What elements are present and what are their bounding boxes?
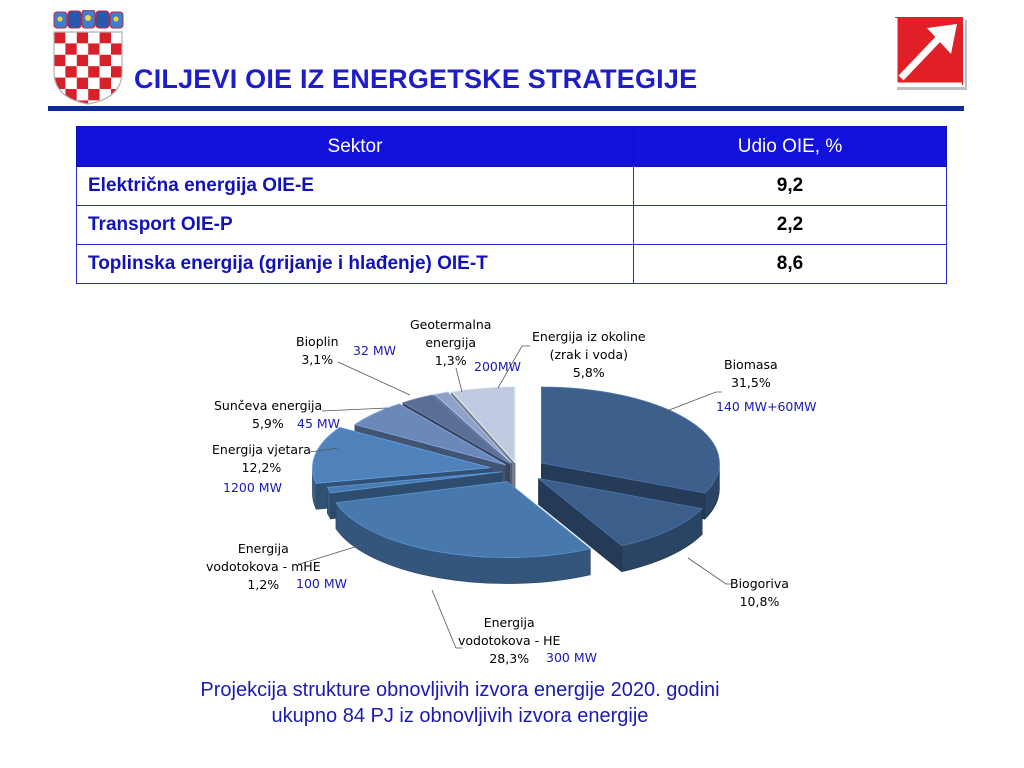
capacity-vjetar: 1200 MW [223, 480, 282, 495]
leader-line-6 [338, 362, 410, 395]
sector-cell: Toplinska energija (grijanje i hlađenje) OIE-T [77, 245, 634, 284]
leader-line-7 [456, 368, 462, 392]
capacity-okolina: 200MW [474, 359, 522, 374]
column-header-share: Udio OIE, % [634, 127, 947, 167]
sector-cell: Transport OIE-P [77, 206, 634, 245]
capacity-biomasa: 140 MW+60MW [716, 399, 817, 414]
page-title: CILJEVI OIE IZ ENERGETSKE STRATEGIJE [134, 64, 698, 94]
label-sunce: Sunčeva energija 5,9% [214, 398, 323, 431]
label-he: Energija vodotokova - HE 28,3% [458, 615, 561, 666]
share-cell: 2,2 [634, 206, 947, 245]
label-okolina: Energija iz okoline (zrak i voda) 5,8% [532, 329, 646, 380]
label-bioplin: Bioplin 3,1% [296, 334, 339, 367]
label-mhe: Energija vodotokova - mHE 1,2% [206, 541, 321, 592]
label-geotermalna: Geotermalna energija 1,3% [410, 317, 492, 368]
capacity-bioplin: 32 MW [353, 343, 397, 358]
capacity-sunce: 45 MW [297, 416, 341, 431]
capacity-mhe: 100 MW [296, 576, 347, 591]
leader-line-5 [322, 408, 388, 411]
capacity-he: 300 MW [546, 650, 597, 665]
leader-line-1 [688, 558, 732, 584]
chart-caption [140, 677, 780, 729]
leader-line-0 [664, 392, 722, 412]
sector-cell: Električna energija OIE-E [77, 167, 634, 206]
caption-line-1: Projekcija strukture obnovljivih izvora energije 2020. godini [200, 679, 720, 701]
label-biomasa: Biomasa 31,5% [724, 357, 778, 390]
label-biogoriva: Biogoriva 10,8% [730, 576, 789, 609]
column-header-sector: Sektor [77, 127, 634, 167]
share-cell: 8,6 [634, 245, 947, 284]
share-cell: 9,2 [634, 167, 947, 206]
caption-line-2: ukupno 84 PJ iz obnovljivih izvora energije [271, 705, 649, 727]
label-vjetar: Energija vjetara 12,2% [212, 442, 311, 475]
